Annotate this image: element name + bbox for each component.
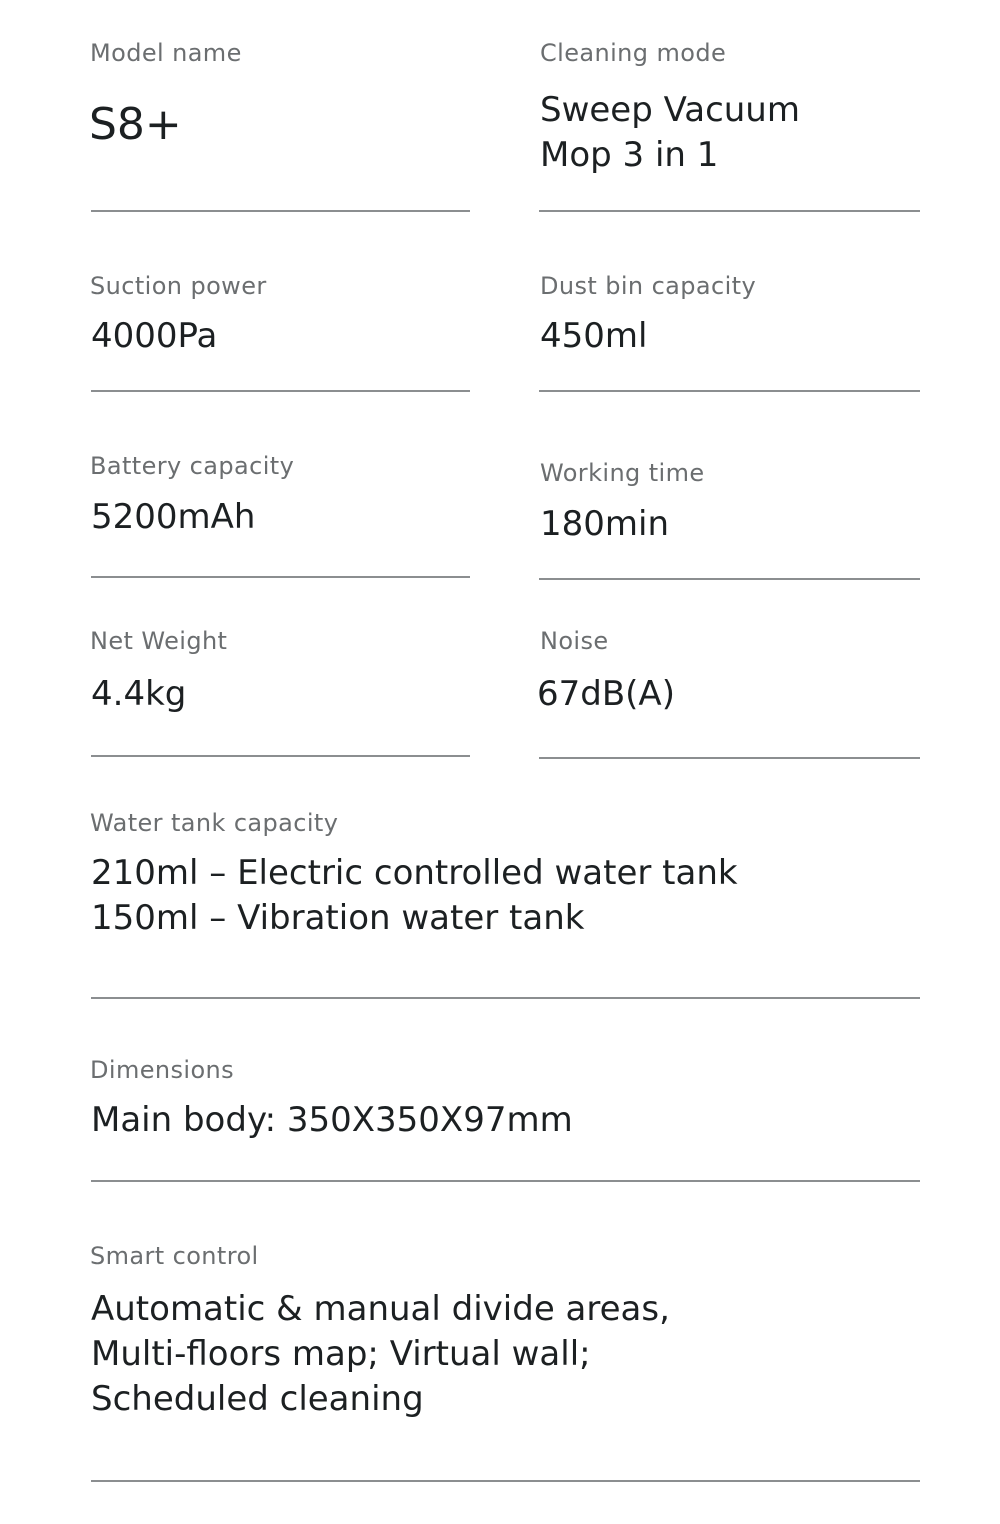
divider — [91, 997, 920, 999]
noise-label: Noise — [540, 627, 609, 655]
divider — [91, 210, 470, 212]
divider — [539, 390, 920, 392]
divider — [539, 757, 920, 759]
divider — [539, 210, 920, 212]
working-time-value: 180min — [540, 504, 670, 544]
smart-control-value-line-2: Multi-floors map; Virtual wall; — [91, 1334, 591, 1374]
suction-power-label: Suction power — [90, 272, 267, 300]
battery-capacity-label: Battery capacity — [90, 452, 295, 480]
smart-control-value-line-3: Scheduled cleaning — [91, 1379, 424, 1419]
net-weight-value: 4.4kg — [91, 674, 187, 714]
dust-bin-capacity-value: 450ml — [540, 316, 648, 356]
divider — [91, 1480, 920, 1482]
cleaning-mode-value-line-1: Sweep Vacuum — [540, 90, 800, 130]
dimensions-label: Dimensions — [90, 1056, 235, 1084]
water-tank-capacity-value-line-2: 150ml – Vibration water tank — [91, 898, 585, 938]
dimensions-value: Main body: 350X350X97mm — [91, 1100, 573, 1140]
divider — [91, 576, 470, 578]
suction-power-value: 4000Pa — [91, 316, 218, 356]
water-tank-capacity-value-line-1: 210ml – Electric controlled water tank — [91, 853, 738, 893]
dust-bin-capacity-label: Dust bin capacity — [540, 272, 757, 300]
divider — [91, 755, 470, 757]
divider — [539, 578, 920, 580]
cleaning-mode-label: Cleaning mode — [540, 39, 727, 67]
smart-control-label: Smart control — [90, 1242, 259, 1270]
working-time-label: Working time — [540, 459, 705, 487]
battery-capacity-value: 5200mAh — [91, 497, 256, 537]
divider — [91, 390, 470, 392]
noise-value: 67dB(A) — [537, 674, 675, 714]
cleaning-mode-value-line-2: Mop 3 in 1 — [540, 135, 719, 175]
smart-control-value-line-1: Automatic & manual divide areas, — [91, 1289, 670, 1329]
divider — [91, 1180, 920, 1182]
net-weight-label: Net Weight — [90, 627, 228, 655]
model-name-value: S8+ — [89, 99, 182, 150]
model-name-label: Model name — [90, 39, 242, 67]
water-tank-capacity-label: Water tank capacity — [90, 809, 339, 837]
